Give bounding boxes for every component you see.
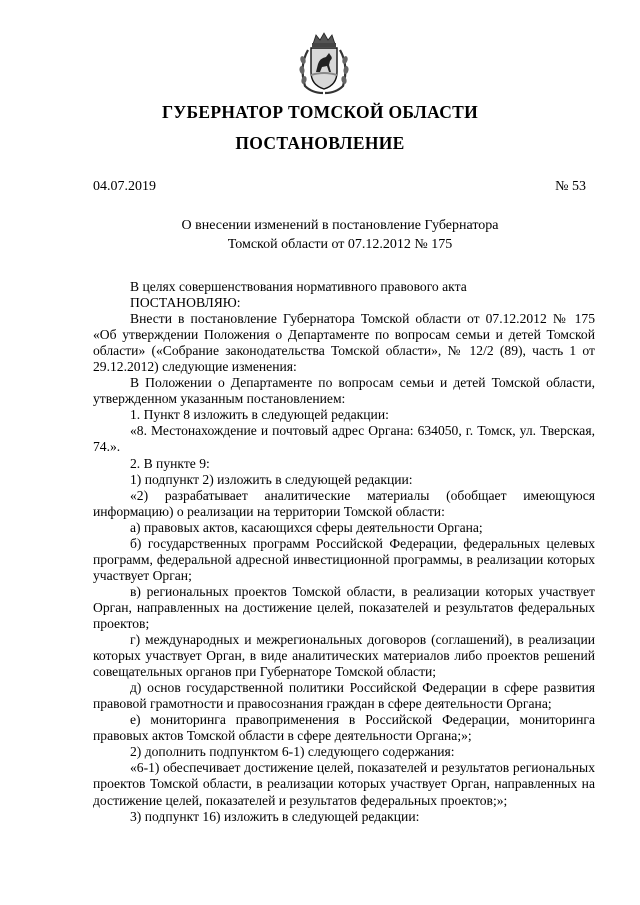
paragraph: В целях совершенствования нормативного правового акта — [130, 279, 467, 294]
paragraph: 1) подпункт 2) изложить в следующей редакции: — [130, 471, 413, 487]
paragraph: 3) подпункт 16) изложить в следующей редакции: — [130, 808, 420, 824]
paragraph: б) государственных программ Российской Федерации, федеральных целевых программ, федеральной адресной инвестиционной программы, в реализации которых участвует Орган; — [93, 535, 595, 583]
paragraph: 1. Пункт 8 изложить в следующей редакции: — [130, 407, 389, 423]
paragraph: «2) разрабатывает аналитические материалы (обобщает имеющуюся информацию) о реализации на территории Томской области: — [93, 487, 595, 519]
paragraph: «8. Местонахождение и почтовый адрес Органа: 634050, г. Томск, ул. Тверская, 74.». — [93, 423, 595, 455]
paragraph: е) мониторинга правоприменения в Российской Федерации, мониторинга правовых актов Томской области в сфере деятельности Органа;»; — [93, 712, 595, 744]
paragraph: в) региональных проектов Томской области, в реализации которых участвует Орган, направленных на достижение целей, показателей и результатов федеральных проектов; — [93, 583, 595, 631]
paragraph: 2. В пункте 9: — [130, 455, 210, 471]
document-type-title: ПОСТАНОВЛЕНИЕ — [235, 133, 405, 153]
paragraph: В Положении о Департаменте по вопросам семьи и детей Томской области, утвержденном указанным постановлением: — [93, 375, 595, 407]
tomsk-region-coat-of-arms-icon — [296, 30, 352, 96]
paragraph: а) правовых актов, касающихся сферы деятельности Органа; — [130, 519, 483, 535]
paragraph: д) основ государственной политики Российской Федерации в сфере развития правовой грамотности и правосознания граждан в сфере деятельности Органа; — [93, 680, 595, 712]
document-date: 04.07.2019 — [93, 179, 156, 194]
paragraph: «6-1) обеспечивает достижение целей, показателей и результатов региональных проектов Томской области, в реализации которых участвует Орган, направленных на достижение целей, показателей и результатов федеральных проектов;»; — [93, 760, 595, 808]
subject-line-1: О внесении изменений в постановление Губернатора — [181, 218, 499, 233]
subject-line-2: Томской области от 07.12.2012 № 175 — [227, 236, 453, 252]
document-body — [93, 279, 595, 825]
authority-title: ГУБЕРНАТОР ТОМСКОЙ ОБЛАСТИ — [161, 102, 479, 122]
document-number: № 53 — [555, 179, 586, 194]
paragraph: 2) дополнить подпунктом 6-1) следующего содержания: — [130, 744, 455, 760]
document-subject — [100, 217, 580, 254]
paragraph: ПОСТАНОВЛЯЮ: — [130, 295, 241, 311]
paragraph: Внести в постановление Губернатора Томской области от 07.12.2012 № 175 «Об утверждении Положения о Департаменте по вопросам семьи и детей Томской области» («Собрание законодательства Томской области», № 12/2 (89), часть 1 от 29.12.2012) следующие изменения: — [93, 311, 595, 375]
paragraph: г) международных и межрегиональных договоров (соглашений), в реализации которых участвует Орган, в виде аналитических материалов либо проектов решений совещательных органов при Губернаторе Томской области; — [93, 632, 595, 680]
